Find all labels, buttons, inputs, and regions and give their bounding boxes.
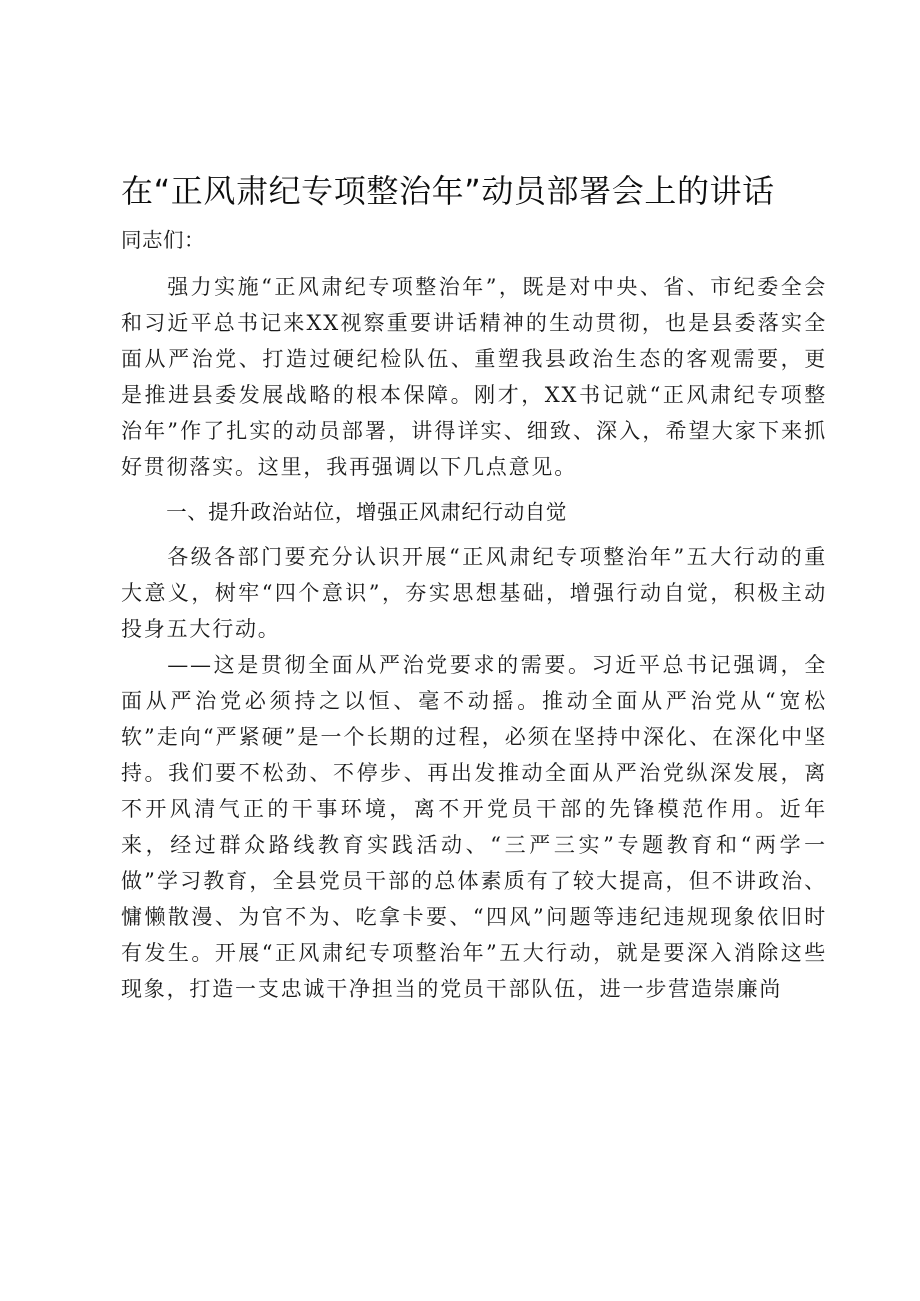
intro-paragraph: 强力实施“正风肃纪专项整治年”，既是对中央、省、市纪委全会和习近平总书记来XX视察重要讲话精神的生动贯彻，也是县委落实全面从严治党、打造过硬纪检队伍、重塑我县政治生态的客观需要，更是推进县委发展战略的根本保障。刚才，XX书记就“正风肃纪专项整治年”作了扎实的动员部署，讲得详实、细致、深入，希望大家下来抓好贯彻落实。这里，我再强调以下几点意见。 [121,275,827,479]
section-heading: 一、提升政治站位，增强正风肃纪行动自觉 [166,500,567,524]
section-paragraph: 各级各部门要充分认识开展“正风肃纪专项整治年”五大行动的重大意义，树牢“四个意识”，夯实思想基础，增强行动自觉，积极主动投身五大行动。 [121,545,827,641]
section-paragraph: ——这是贯彻全面从严治党要求的需要。习近平总书记强调，全面从严治党必须持之以恒、毫不动摇。推动全面从严治党从“宽松软”走向“严紧硬”是一个长期的过程，必须在坚持中深化、在深化中坚持。我们要不松劲、不停步、再出发推动全面从严治党纵深发展，离不开风清气正的干事环境，离不开党员干部的先锋模范作用。近年来，经过群众路线教育实践活动、“三严三实”专题教育和“两学一做”学习教育，全县党员干部的总体素质有了较大提高，但不讲政治、慵懒散漫、为官不为、吃拿卡要、“四风”问题等违纪违规现象依旧时有发生。开展“正风肃纪专项整治年”五大行动，就是要深入消除这些现象，打造一支忠诚干净担当的党员干部队伍，进一步营造崇廉尚 [121,653,827,1001]
paragraph-spacer [121,485,827,494]
document-body [121,166,827,1007]
paragraph-spacer [121,530,827,539]
salutation: 同志们： [121,228,205,252]
document-title: 在“正风肃纪专项整治年”动员部署会上的讲话 [121,172,775,210]
